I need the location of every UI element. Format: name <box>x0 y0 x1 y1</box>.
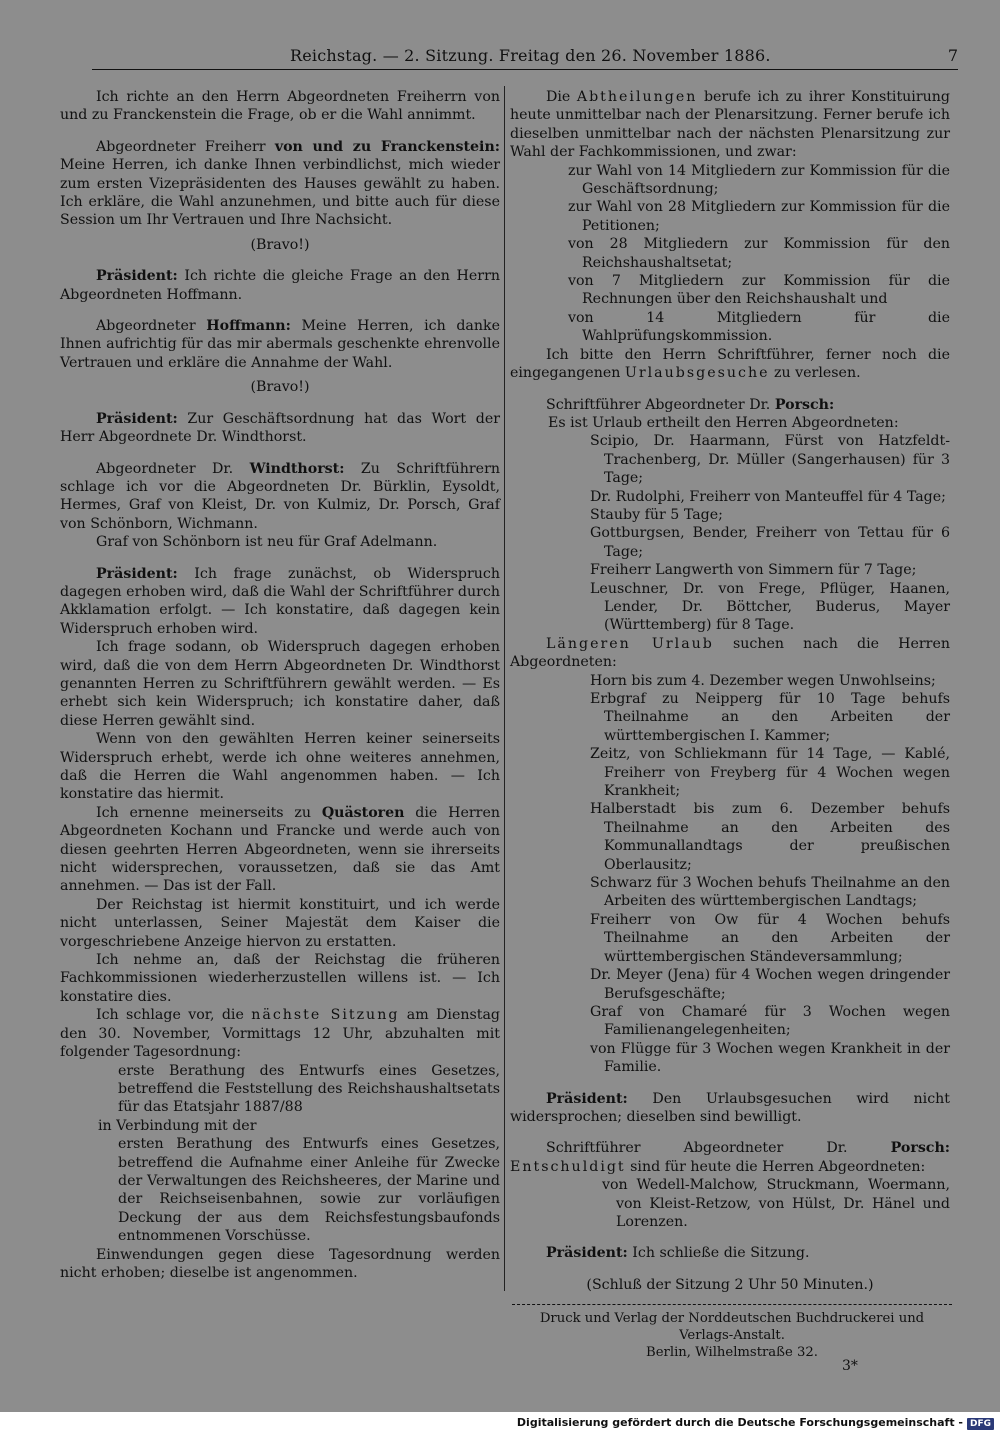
right-paragraph <box>590 1003 950 1040</box>
left-text-run: (Bravo!) <box>250 379 310 396</box>
funding-note <box>517 1416 994 1430</box>
left-text-run: Abgeordneter <box>96 318 207 335</box>
page-header <box>64 44 958 74</box>
left-paragraph <box>98 1117 500 1135</box>
right-text-run: von Flügge für 3 Wochen wegen Krankheit in der Familie. <box>590 1040 950 1076</box>
right-paragraph <box>590 1040 950 1077</box>
left-text-run: Hoffmann: <box>206 318 291 335</box>
right-text-run: Abtheilungen <box>576 89 698 105</box>
right-paragraph <box>590 506 950 524</box>
right-paragraph <box>590 911 950 966</box>
right-paragraph <box>510 346 950 383</box>
header-rule <box>92 69 958 70</box>
left-text-run: Windthorst: <box>249 460 345 477</box>
left-text-run: Der Reichstag ist hiermit konstituirt, und ich werde nicht unterlassen, Seiner Majestät dem Kaiser die vorgeschriebene Anzeige hiervon zu erstatten. <box>60 896 500 950</box>
left-paragraph <box>60 88 500 125</box>
printer-line-1: Druck und Verlag der Norddeutschen Buchdruckerei und Verlags-Anstalt. <box>539 1311 925 1343</box>
right-paragraph <box>590 690 950 745</box>
right-text-run: Ich schließe die Sitzung. <box>627 1245 810 1262</box>
right-text-run: zur Wahl von 28 Mitgliedern zur Kommission für die Petitionen; <box>568 199 950 234</box>
left-paragraph <box>60 533 500 551</box>
right-text-run: von 28 Mitgliedern zur Kommission für den Reichshaushaltsetat; <box>568 236 950 271</box>
left-text-run: erste Berathung des Entwurfs eines Gesetzes, betreffend die Feststellung des Reichshaushaltsetats für das Etatsjahr 1887/88 <box>118 1062 500 1116</box>
left-text-run: Quästoren <box>321 804 405 821</box>
right-text-run: Entschuldigt <box>510 1158 626 1175</box>
right-paragraph <box>590 874 950 911</box>
left-text-run: nächste Sitzung <box>251 1007 400 1024</box>
left-paragraph <box>60 138 500 230</box>
right-paragraph <box>590 561 950 579</box>
right-paragraph <box>568 162 950 199</box>
printer-line-2: Berlin, Wilhelmstraße 32. <box>646 1345 818 1360</box>
left-text-run: Ich schlage vor, die <box>96 1007 252 1024</box>
left-paragraph <box>60 804 500 896</box>
left-paragraph <box>60 951 500 1006</box>
right-text-run: von 7 Mitgliedern zur Kommission für die Rechnungen über den Reichshaushalt und <box>568 273 950 308</box>
right-text-run: Den Urlaubsgesuchen wird nicht widersprochen; dieselben sind bewilligt. <box>510 1090 950 1125</box>
right-text-run: Präsident: <box>546 1245 628 1262</box>
right-text-run: sind für heute die Herren Abgeordneten: <box>625 1158 926 1175</box>
left-text-run: (Bravo!) <box>250 236 310 253</box>
right-paragraph <box>568 235 950 272</box>
left-text-run: Ich richte die gleiche Frage an den Herrn Abgeordneten Hoffmann. <box>60 268 500 303</box>
right-text-run: Präsident: <box>546 1090 628 1107</box>
right-text-run: (Schluß der Sitzung 2 Uhr 50 Minuten.) <box>586 1276 874 1293</box>
right-paragraph <box>590 800 950 874</box>
right-column <box>510 88 950 1294</box>
right-paragraph <box>568 198 950 235</box>
left-text-run: Ich nehme an, daß der Reichstag die früheren Fachkommissionen wiederherzustellen willens ist. — Ich konstatire dies. <box>60 952 500 1005</box>
right-paragraph <box>590 745 950 800</box>
right-text-run: von 14 Mitgliedern für die Wahlprüfungskommission. <box>568 309 950 345</box>
funding-text: Digitalisierung gefördert durch die Deutsche Forschungsgemeinschaft - <box>516 1416 963 1429</box>
right-text-run: Porsch: <box>774 396 835 413</box>
right-paragraph <box>510 396 950 414</box>
left-text-run: in Verbindung mit der <box>98 1117 257 1134</box>
left-paragraph <box>60 236 500 254</box>
signature-mark: 3* <box>842 1358 858 1374</box>
right-text-run: Graf von Chamaré für 3 Wochen wegen Familienangelegenheiten; <box>590 1003 950 1039</box>
left-paragraph <box>60 317 500 372</box>
right-text-run: Ich bitte den Herrn Schriftführer, ferner noch die eingegangenen <box>510 346 950 382</box>
left-text-run: Meine Herren, ich danke Ihnen aufrichtig für das mir abermals geschenkte ehrenvolle Vertrauen und erkläre die Annahme der Wahl. <box>60 318 500 371</box>
left-paragraph <box>60 730 500 804</box>
right-paragraph <box>590 488 950 506</box>
right-paragraph <box>510 1090 950 1127</box>
right-paragraph <box>590 524 950 561</box>
dfg-logo-icon: DFG <box>967 1418 994 1430</box>
right-paragraph <box>510 1276 950 1294</box>
left-paragraph <box>60 638 500 730</box>
right-text-run: Horn bis zum 4. Dezember wegen Unwohlseins; <box>590 672 936 689</box>
right-text-run: Schwarz für 3 Wochen behufs Theilnahme an den Arbeiten des württembergischen Landtags; <box>590 875 950 910</box>
right-paragraph <box>590 580 950 635</box>
right-text-run: von Wedell-Malchow, Struckmann, Woermann, von Kleist-Retzow, von Hülst, Dr. Hänel und Lorenzen. <box>602 1177 950 1230</box>
right-paragraph <box>602 1176 950 1231</box>
right-paragraph <box>590 966 950 1003</box>
left-paragraph <box>60 1246 500 1283</box>
left-text-run: Abgeordneter Freiherr <box>96 138 275 155</box>
right-text-run: Scipio, Dr. Haarmann, Fürst von Hatzfeldt-Trachenberg, Dr. Müller (Sangerhausen) für 3 Tage; <box>590 433 950 487</box>
left-text-run: am Dienstag den 30. November, Vormittags 12 Uhr, abzuhalten mit folgender Tagesordnung: <box>60 1007 500 1061</box>
left-text-run: Präsident: <box>96 410 178 427</box>
printer-imprint <box>512 1310 952 1361</box>
left-paragraph <box>60 1006 500 1061</box>
left-paragraph <box>60 460 500 534</box>
right-paragraph <box>548 414 950 432</box>
left-text-run: Ich ernenne meinerseits zu <box>96 804 322 821</box>
left-text-run: die Herren Abgeordneten Kochann und Francke und werde auch von diesen geehrten Herren Abgeordneten, wenn sie ihrerseits nicht widersprechen, voraussetzen, daß sie das Amt annehmen. — Das ist der Fall. <box>60 804 500 895</box>
left-paragraph <box>118 1135 500 1245</box>
right-text-run: Es ist Urlaub ertheilt den Herren Abgeordneten: <box>548 414 899 431</box>
right-paragraph <box>590 672 950 690</box>
left-text-run: von und zu Franckenstein: <box>274 138 500 155</box>
left-paragraph <box>60 896 500 951</box>
column-divider <box>504 86 505 1291</box>
right-text-run: Schriftführer Abgeordneter Dr. <box>546 396 775 413</box>
right-paragraph <box>510 635 950 672</box>
left-text-run: Zu Schriftführern schlage ich vor die Abgeordneten Dr. Bürklin, Eysoldt, Hermes, Graf von Kleist, Dr. von Kulmiz, Dr. Porsch, Graf von Schönborn, Wichmann. <box>60 460 500 532</box>
right-text-run: suchen nach die Herren Abgeordneten: <box>510 635 950 671</box>
right-paragraph <box>510 1139 950 1176</box>
right-paragraph <box>568 309 950 346</box>
right-text-run: Freiherr Langwerth von Simmern für 7 Tage; <box>590 562 917 579</box>
right-text-run: Gottburgsen, Bender, Freiherr von Tettau für 6 Tage; <box>590 525 950 560</box>
right-paragraph <box>510 88 950 162</box>
footer-rule <box>512 1304 952 1305</box>
right-text-run: Stauby für 5 Tage; <box>590 506 723 523</box>
running-head: Reichstag. — 2. Sitzung. Freitag den 26. November 1886. <box>290 46 771 65</box>
page-number: 7 <box>947 46 958 65</box>
right-text-run: Die <box>546 89 577 105</box>
left-text-run: Ich frage zunächst, ob Widerspruch dagegen erhoben wird, daß die Wahl der Schriftführer durch Akklamation erfolgt. — Ich konstatire, daß dagegen kein Widerspruch erhoben wird. <box>60 565 500 637</box>
right-paragraph <box>568 272 950 309</box>
left-text-run: Meine Herren, ich danke Ihnen verbindlichst, mich wieder zum ersten Vizepräsidenten des Hauses gewählt zu haben. Ich erkläre, die Wahl anzunehmen, und bitte auch für diese Session um Ihr Vertrauen und Ihre Nachsicht. <box>60 157 500 229</box>
right-text-run: zur Wahl von 14 Mitgliedern zur Kommission für die Geschäftsordnung; <box>568 162 950 198</box>
left-text-run: Präsident: <box>96 565 178 582</box>
left-paragraph <box>60 565 500 639</box>
right-text-run: Freiherr von Ow für 4 Wochen behufs Theilnahme an den Arbeiten der württembergischen Ständeversammlung; <box>590 911 950 965</box>
left-text-run: Ich richte an den Herrn Abgeordneten Freiherrn von und zu Franckenstein die Frage, ob er die Wahl annimmt. <box>60 89 500 124</box>
right-text-run: Erbgraf zu Neipperg für 10 Tage behufs Theilnahme an den Arbeiten der württembergischen I. Kammer; <box>590 691 950 744</box>
left-paragraph <box>118 1062 500 1117</box>
right-text-run: Leuschner, Dr. von Frege, Pflüger, Haanen, Lender, Dr. Böttcher, Buderus, Mayer (Württemberg) für 8 Tage. <box>590 580 950 634</box>
left-text-run: Abgeordneter Dr. <box>96 460 250 477</box>
left-text-run: Ich frage sodann, ob Widerspruch dagegen erhoben wird, daß die von dem Herrn Abgeordneten Dr. Windthorst genannten Herren zu Schriftführern gewählt werden. — Es erhebt sich kein Widerspruch; ich konstatire daher, daß diese Herren gewählt sind. <box>60 639 500 729</box>
left-text-run: Einwendungen gegen diese Tagesordnung werden nicht erhoben; dieselbe ist angenommen. <box>60 1246 500 1281</box>
right-text-run: Porsch: <box>890 1140 950 1157</box>
right-paragraph <box>590 432 950 487</box>
right-text-run: zu verlesen. <box>769 365 861 382</box>
left-text-run: ersten Berathung des Entwurfs eines Gesetzes, betreffend die Aufnahme einer Anleihe für Zwecke der Verwaltungen des Reichsheeres, der Marine und der Reichseisenbahnen, sowie zur vorläufigen Deckung der aus dem Reichsfestungsbaufonds entnommenen Vorschüsse. <box>118 1136 500 1245</box>
right-text-run: berufe ich zu ihrer Konstituirung heute unmittelbar nach der Plenarsitzung. Ferner berufe ich dieselben unmittelbar nach der nächsten Plenarsitzung zur Wahl der Fachkommissionen, und zwar: <box>510 89 950 161</box>
right-text-run: Dr. Meyer (Jena) für 4 Wochen wegen dringender Berufsgeschäfte; <box>590 967 950 1002</box>
right-paragraph <box>510 1244 950 1262</box>
left-text-run: Wenn von den gewählten Herren keiner seinerseits Widerspruch erhebt, werde ich ohne weiteres annehmen, daß die Herren die Wahl angenommen haben. — Ich konstatire das hiermit. <box>60 731 500 803</box>
left-text-run: Präsident: <box>96 268 178 285</box>
left-paragraph <box>60 267 500 304</box>
left-paragraph <box>60 378 500 396</box>
left-text-run: Graf von Schönborn ist neu für Graf Adelmann. <box>96 534 438 551</box>
right-text-run: Längeren Urlaub <box>546 635 714 652</box>
right-text-run: Dr. Rudolphi, Freiherr von Manteuffel für 4 Tage; <box>590 488 946 505</box>
right-text-run: Schriftführer Abgeordneter Dr. <box>546 1140 891 1157</box>
right-text-run: Halberstadt bis zum 6. Dezember behufs Theilnahme an den Arbeiten des Kommunallandtags der preußischen Oberlausitz; <box>590 801 950 873</box>
left-column <box>60 88 500 1282</box>
right-text-run: Zeitz, von Schliekmann für 14 Tage, — Kablé, Freiherr von Freyberg für 4 Wochen wegen Krankheit; <box>590 746 950 800</box>
left-text-run: Zur Geschäftsordnung hat das Wort der Herr Abgeordnete Dr. Windthorst. <box>60 410 500 446</box>
left-paragraph <box>60 410 500 447</box>
right-text-run: Urlaubsgesuche <box>624 365 770 382</box>
